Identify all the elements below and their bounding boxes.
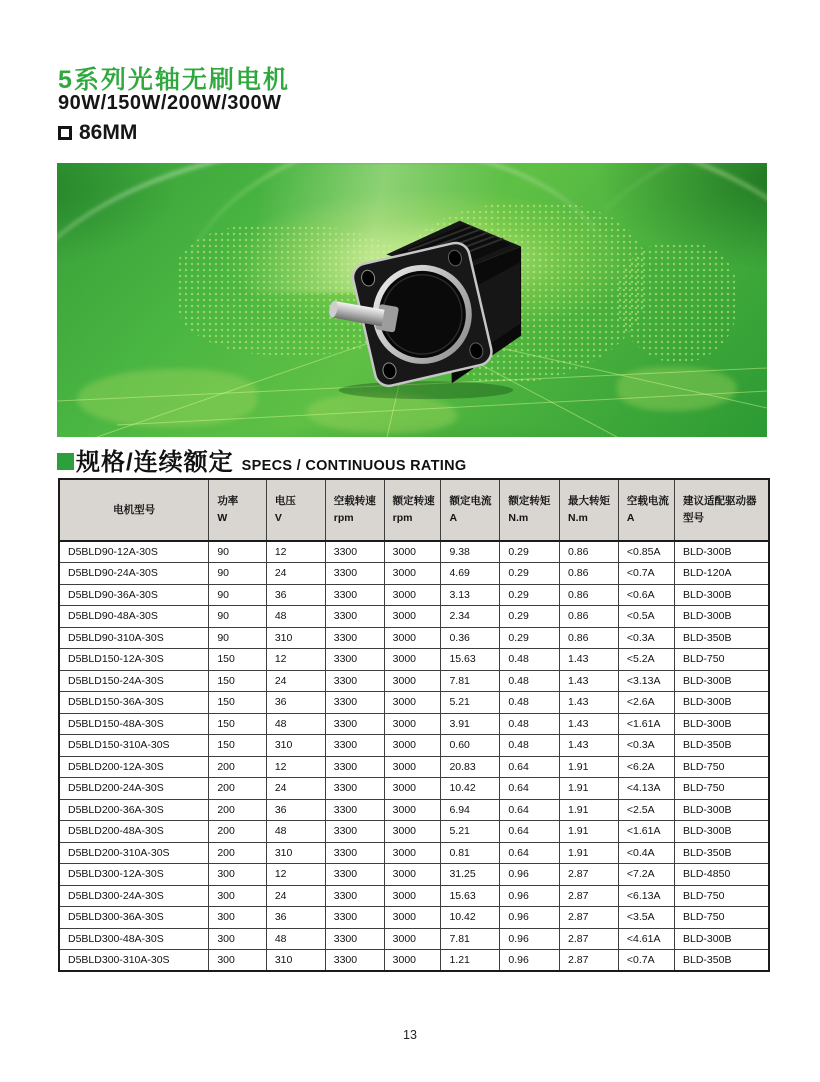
table-cell: 0.48 <box>500 735 560 757</box>
table-cell: 3300 <box>325 756 384 778</box>
table-cell: <6.2A <box>618 756 674 778</box>
frame-size-square-icon <box>58 126 72 140</box>
column-header <box>325 479 384 541</box>
table-cell: 200 <box>209 799 267 821</box>
table-cell: 200 <box>209 778 267 800</box>
table-cell: 150 <box>209 713 267 735</box>
table-cell: 0.48 <box>500 649 560 671</box>
table-row <box>59 885 769 907</box>
table-cell: 200 <box>209 821 267 843</box>
table-cell: 0.96 <box>500 950 560 972</box>
table-cell: 3000 <box>384 864 441 886</box>
table-cell: 3.91 <box>441 713 500 735</box>
table-cell: BLD-300B <box>675 928 770 950</box>
table-cell: 3300 <box>325 842 384 864</box>
table-cell: 1.43 <box>560 670 619 692</box>
table-row <box>59 563 769 585</box>
table-cell: 0.86 <box>560 627 619 649</box>
table-cell: BLD-300B <box>675 541 770 563</box>
table-cell: <2.6A <box>618 692 674 714</box>
table-cell: D5BLD90-310A-30S <box>59 627 209 649</box>
column-header <box>266 479 325 541</box>
table-cell: <0.3A <box>618 735 674 757</box>
table-cell: D5BLD150-310A-30S <box>59 735 209 757</box>
table-cell: 300 <box>209 907 267 929</box>
table-cell: 7.81 <box>441 670 500 692</box>
table-cell: 3000 <box>384 649 441 671</box>
banner-image <box>57 163 767 437</box>
table-row <box>59 821 769 843</box>
table-cell: 0.60 <box>441 735 500 757</box>
column-header-unit: W <box>217 512 228 524</box>
table-cell: 0.96 <box>500 928 560 950</box>
table-cell: 3000 <box>384 907 441 929</box>
table-cell: 3000 <box>384 842 441 864</box>
table-cell: D5BLD90-12A-30S <box>59 541 209 563</box>
table-cell: 1.91 <box>560 821 619 843</box>
table-cell: BLD-300B <box>675 670 770 692</box>
table-cell: 24 <box>266 778 325 800</box>
table-cell: D5BLD90-36A-30S <box>59 584 209 606</box>
section-title-en: SPECS / CONTINUOUS RATING <box>241 458 467 474</box>
table-cell: 7.81 <box>441 928 500 950</box>
table-cell: 1.43 <box>560 713 619 735</box>
motor-image <box>325 201 533 403</box>
table-cell: 3300 <box>325 907 384 929</box>
table-cell: 1.91 <box>560 799 619 821</box>
table-cell: 3000 <box>384 627 441 649</box>
table-cell: D5BLD150-36A-30S <box>59 692 209 714</box>
table-cell: BLD-750 <box>675 885 770 907</box>
table-cell: 0.64 <box>500 821 560 843</box>
table-row <box>59 907 769 929</box>
section-marker-icon <box>57 453 74 470</box>
table-cell: 24 <box>266 885 325 907</box>
table-cell: 0.29 <box>500 627 560 649</box>
table-cell: 2.34 <box>441 606 500 628</box>
table-cell: <0.6A <box>618 584 674 606</box>
table-cell: 1.43 <box>560 735 619 757</box>
spec-table-head-row <box>59 479 769 541</box>
table-cell: 12 <box>266 649 325 671</box>
table-cell: 3300 <box>325 692 384 714</box>
table-cell: <3.13A <box>618 670 674 692</box>
table-cell: <4.61A <box>618 928 674 950</box>
table-cell: 0.81 <box>441 842 500 864</box>
table-cell: 310 <box>266 627 325 649</box>
table-row <box>59 541 769 563</box>
column-header-unit: A <box>449 512 458 524</box>
column-header <box>500 479 560 541</box>
table-row <box>59 799 769 821</box>
table-cell: <7.2A <box>618 864 674 886</box>
table-cell: 3000 <box>384 778 441 800</box>
table-cell: BLD-350B <box>675 627 770 649</box>
table-cell: <0.7A <box>618 950 674 972</box>
table-cell: BLD-300B <box>675 713 770 735</box>
table-cell: 3000 <box>384 541 441 563</box>
table-cell: 200 <box>209 842 267 864</box>
table-cell: 3000 <box>384 821 441 843</box>
table-cell: 48 <box>266 928 325 950</box>
table-cell: BLD-350B <box>675 842 770 864</box>
table-cell: 300 <box>209 885 267 907</box>
table-cell: 300 <box>209 864 267 886</box>
table-cell: 3000 <box>384 713 441 735</box>
page-number: 13 <box>403 1028 417 1042</box>
table-cell: 0.96 <box>500 864 560 886</box>
table-cell: 3300 <box>325 649 384 671</box>
table-cell: 3300 <box>325 735 384 757</box>
table-cell: 3300 <box>325 541 384 563</box>
table-cell: 9.38 <box>441 541 500 563</box>
table-cell: 310 <box>266 735 325 757</box>
table-cell: 3000 <box>384 928 441 950</box>
table-cell: 3300 <box>325 584 384 606</box>
table-cell: 12 <box>266 864 325 886</box>
table-cell: BLD-350B <box>675 950 770 972</box>
column-header <box>209 479 267 541</box>
table-cell: <1.61A <box>618 713 674 735</box>
table-cell: 31.25 <box>441 864 500 886</box>
table-cell: 3300 <box>325 627 384 649</box>
column-header <box>441 479 500 541</box>
table-cell: 90 <box>209 584 267 606</box>
table-cell: 0.64 <box>500 756 560 778</box>
table-cell: 3000 <box>384 692 441 714</box>
table-cell: 90 <box>209 627 267 649</box>
table-cell: 48 <box>266 821 325 843</box>
table-cell: BLD-120A <box>675 563 770 585</box>
table-cell: 0.64 <box>500 842 560 864</box>
table-row <box>59 606 769 628</box>
table-row <box>59 584 769 606</box>
table-cell: 3300 <box>325 606 384 628</box>
table-cell: 0.86 <box>560 584 619 606</box>
table-cell: 3300 <box>325 799 384 821</box>
table-cell: D5BLD200-12A-30S <box>59 756 209 778</box>
table-cell: 1.43 <box>560 692 619 714</box>
table-cell: 0.64 <box>500 799 560 821</box>
table-cell: 1.91 <box>560 778 619 800</box>
table-cell: 20.83 <box>441 756 500 778</box>
table-cell: 0.36 <box>441 627 500 649</box>
table-cell: 24 <box>266 670 325 692</box>
table-row <box>59 864 769 886</box>
table-cell: BLD-750 <box>675 778 770 800</box>
table-cell: D5BLD300-12A-30S <box>59 864 209 886</box>
table-cell: D5BLD150-48A-30S <box>59 713 209 735</box>
table-cell: BLD-750 <box>675 649 770 671</box>
table-cell: 3300 <box>325 950 384 972</box>
table-cell: D5BLD300-48A-30S <box>59 928 209 950</box>
table-cell: BLD-4850 <box>675 864 770 886</box>
table-cell: 150 <box>209 670 267 692</box>
table-cell: 3300 <box>325 864 384 886</box>
column-header <box>675 479 770 541</box>
column-header <box>560 479 619 541</box>
table-cell: 3000 <box>384 670 441 692</box>
table-cell: 15.63 <box>441 649 500 671</box>
table-cell: <6.13A <box>618 885 674 907</box>
table-cell: 0.29 <box>500 584 560 606</box>
table-cell: 12 <box>266 756 325 778</box>
table-cell: 0.48 <box>500 670 560 692</box>
table-cell: D5BLD300-24A-30S <box>59 885 209 907</box>
column-header-label: 额定转速 <box>392 495 435 508</box>
table-cell: 3000 <box>384 606 441 628</box>
table-cell: 4.69 <box>441 563 500 585</box>
column-header-label: 最大转矩 <box>568 495 610 508</box>
table-cell: 3000 <box>384 885 441 907</box>
section-header <box>57 442 466 477</box>
column-header-unit: N.m <box>508 512 529 524</box>
table-cell: D5BLD300-36A-30S <box>59 907 209 929</box>
table-cell: <0.4A <box>618 842 674 864</box>
table-cell: 3300 <box>325 713 384 735</box>
table-cell: <0.5A <box>618 606 674 628</box>
table-row <box>59 842 769 864</box>
table-cell: 0.96 <box>500 885 560 907</box>
table-row <box>59 627 769 649</box>
column-header-unit: rpm <box>333 512 354 524</box>
table-cell: 10.42 <box>441 778 500 800</box>
table-cell: 3300 <box>325 563 384 585</box>
table-cell: 0.86 <box>560 606 619 628</box>
column-header-unit: rpm <box>392 512 413 524</box>
table-cell: 0.29 <box>500 541 560 563</box>
table-cell: BLD-300B <box>675 692 770 714</box>
table-cell: 150 <box>209 649 267 671</box>
table-cell: 0.86 <box>560 563 619 585</box>
table-cell: <5.2A <box>618 649 674 671</box>
column-header-unit: A <box>626 512 635 524</box>
table-cell: BLD-350B <box>675 735 770 757</box>
table-cell: 0.29 <box>500 563 560 585</box>
table-cell: 150 <box>209 692 267 714</box>
table-cell: 36 <box>266 692 325 714</box>
table-cell: 3300 <box>325 928 384 950</box>
table-cell: 3300 <box>325 821 384 843</box>
table-cell: 90 <box>209 563 267 585</box>
table-cell: 15.63 <box>441 885 500 907</box>
table-cell: <0.85A <box>618 541 674 563</box>
table-cell: BLD-300B <box>675 799 770 821</box>
column-header-label: 功率 <box>217 495 239 508</box>
table-cell: 3300 <box>325 670 384 692</box>
table-row <box>59 692 769 714</box>
table-cell: 2.87 <box>560 907 619 929</box>
table-cell: 3300 <box>325 885 384 907</box>
table-cell: 48 <box>266 606 325 628</box>
table-cell: 200 <box>209 756 267 778</box>
table-cell: 0.86 <box>560 541 619 563</box>
table-cell: D5BLD200-310A-30S <box>59 842 209 864</box>
table-row <box>59 735 769 757</box>
table-cell: <0.3A <box>618 627 674 649</box>
table-cell: 2.87 <box>560 885 619 907</box>
table-cell: 0.48 <box>500 713 560 735</box>
table-cell: 150 <box>209 735 267 757</box>
table-cell: <1.61A <box>618 821 674 843</box>
column-header-label: 额定转矩 <box>508 495 551 508</box>
table-cell: BLD-300B <box>675 821 770 843</box>
table-cell: BLD-750 <box>675 756 770 778</box>
spec-table <box>58 478 770 972</box>
table-cell: 36 <box>266 584 325 606</box>
table-cell: 2.87 <box>560 864 619 886</box>
table-cell: 12 <box>266 541 325 563</box>
power-subtitle: 90W/150W/200W/300W <box>58 92 282 114</box>
table-cell: 1.21 <box>441 950 500 972</box>
table-cell: 36 <box>266 799 325 821</box>
column-header <box>59 479 209 541</box>
table-cell: 5.21 <box>441 821 500 843</box>
table-cell: <3.5A <box>618 907 674 929</box>
table-cell: 3000 <box>384 563 441 585</box>
table-cell: 0.48 <box>500 692 560 714</box>
table-cell: 0.96 <box>500 907 560 929</box>
column-header-label: 电压 <box>274 495 296 508</box>
table-cell: BLD-750 <box>675 907 770 929</box>
table-cell: 90 <box>209 541 267 563</box>
column-header-unit: N.m <box>568 512 588 524</box>
table-cell: 2.87 <box>560 928 619 950</box>
table-row <box>59 756 769 778</box>
table-cell: 1.91 <box>560 756 619 778</box>
column-header-label: 空载电流 <box>626 495 669 508</box>
table-row <box>59 649 769 671</box>
table-cell: <4.13A <box>618 778 674 800</box>
table-row <box>59 928 769 950</box>
table-cell: 0.64 <box>500 778 560 800</box>
table-cell: D5BLD90-48A-30S <box>59 606 209 628</box>
spec-table-body <box>59 541 769 971</box>
column-header-label: 额定电流 <box>449 495 492 508</box>
table-cell: 3000 <box>384 950 441 972</box>
table-cell: 3000 <box>384 735 441 757</box>
column-header-unit: V <box>274 512 282 524</box>
table-cell: 0.29 <box>500 606 560 628</box>
frame-size-label: 86MM <box>79 121 138 144</box>
page-title: 5系列光轴无刷电机 <box>58 66 290 94</box>
table-cell: D5BLD200-24A-30S <box>59 778 209 800</box>
table-cell: 90 <box>209 606 267 628</box>
table-cell: D5BLD90-24A-30S <box>59 563 209 585</box>
table-cell: 310 <box>266 842 325 864</box>
table-row <box>59 778 769 800</box>
table-cell: 3000 <box>384 584 441 606</box>
table-cell: BLD-300B <box>675 584 770 606</box>
table-cell: 300 <box>209 950 267 972</box>
table-cell: 24 <box>266 563 325 585</box>
table-cell: 2.87 <box>560 950 619 972</box>
column-header-label: 电机型号 <box>113 503 156 516</box>
table-cell: <2.5A <box>618 799 674 821</box>
table-cell: 3300 <box>325 778 384 800</box>
column-header-label: 空载转速 <box>333 495 376 508</box>
table-cell: 10.42 <box>441 907 500 929</box>
table-cell: D5BLD300-310A-30S <box>59 950 209 972</box>
section-title-cn: 规格/连续额定 <box>76 449 234 476</box>
table-cell: 1.91 <box>560 842 619 864</box>
table-cell: 48 <box>266 713 325 735</box>
table-cell: D5BLD150-12A-30S <box>59 649 209 671</box>
table-cell: 6.94 <box>441 799 500 821</box>
table-cell: 5.21 <box>441 692 500 714</box>
table-row <box>59 713 769 735</box>
table-cell: D5BLD200-48A-30S <box>59 821 209 843</box>
table-cell: 310 <box>266 950 325 972</box>
column-header-label: 建议适配驱动器型号 <box>683 495 757 524</box>
table-cell: 1.43 <box>560 649 619 671</box>
table-cell: <0.7A <box>618 563 674 585</box>
table-cell: 3.13 <box>441 584 500 606</box>
frame-size-line <box>58 121 137 145</box>
column-header <box>618 479 674 541</box>
table-row <box>59 670 769 692</box>
table-row <box>59 950 769 972</box>
table-cell: 300 <box>209 928 267 950</box>
table-cell: 36 <box>266 907 325 929</box>
table-cell: BLD-300B <box>675 606 770 628</box>
table-cell: D5BLD150-24A-30S <box>59 670 209 692</box>
column-header <box>384 479 441 541</box>
table-cell: 3000 <box>384 799 441 821</box>
table-cell: D5BLD200-36A-30S <box>59 799 209 821</box>
table-cell: 3000 <box>384 756 441 778</box>
